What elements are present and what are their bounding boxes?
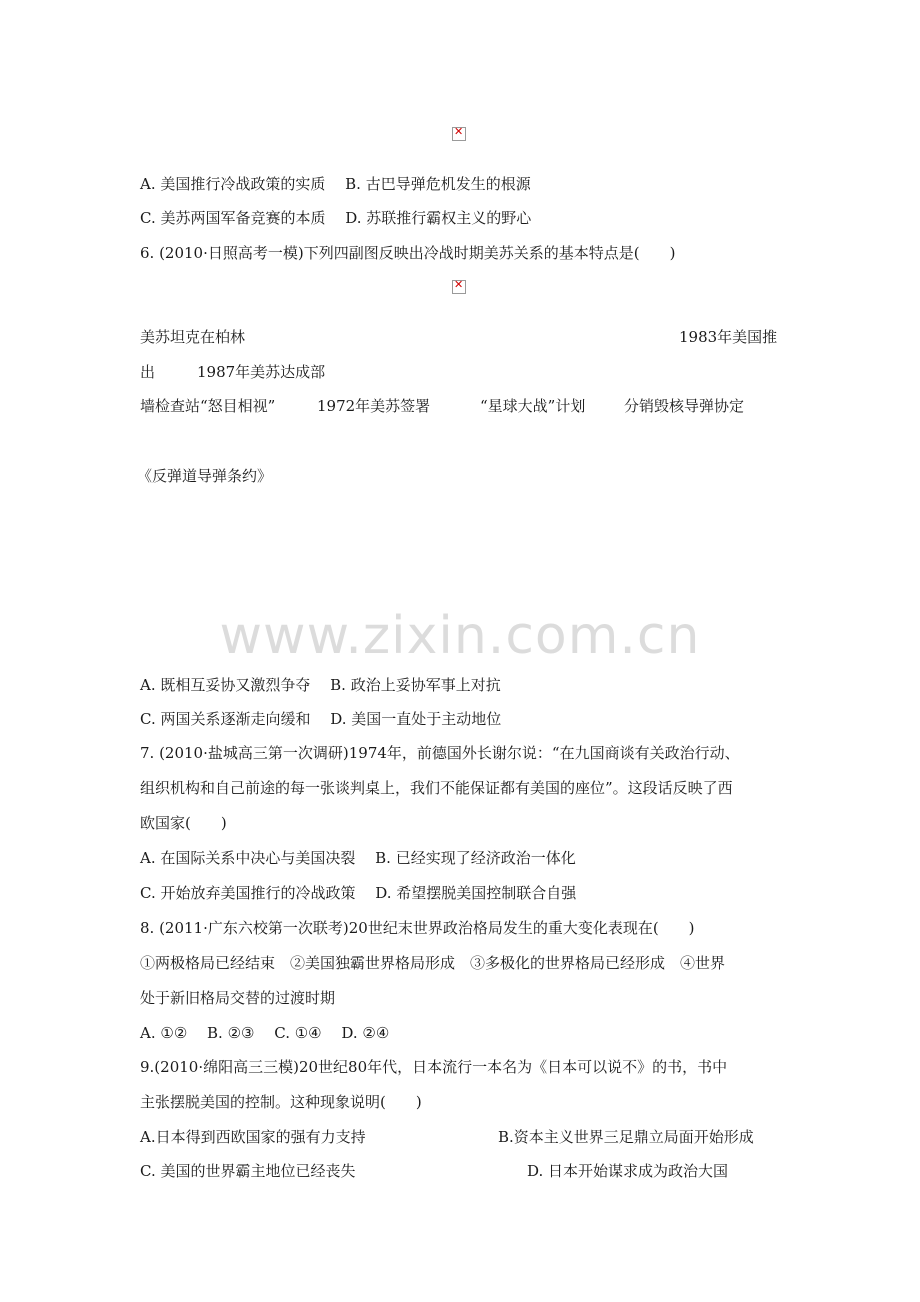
q7-stem-line1: 7. (2010·盐城高三第一次调研)1974年，前德国外长谢尔说：“在九国商谈有关政治行动、 bbox=[140, 744, 740, 762]
q9-stem-line2: 主张摆脱美国的控制。这种现象说明( ) bbox=[140, 1093, 422, 1111]
q8-stem-line1: 8. (2011·广东六校第一次联考)20世纪末世界政治格局发生的重大变化表现在( ) bbox=[140, 919, 695, 937]
q9-stem-line1: 9.(2010·绵阳高三三模)20世纪80年代，日本流行一本名为《日本可以说不》的书，书中 bbox=[140, 1058, 728, 1076]
q7-stem-line2: 组织机构和自己前途的每一张谈判桌上，我们不能保证都有美国的座位”。这段话反映了西 bbox=[140, 779, 733, 797]
q6-caption-1a: 美苏坦克在柏林 bbox=[140, 328, 246, 346]
q8-stem-line2: ①两极格局已经结束 ②美国独霸世界格局形成 ③多极化的世界格局已经形成 ④世界 bbox=[140, 954, 726, 972]
q9-option-c: C. 美国的世界霸主地位已经丧失 bbox=[140, 1162, 356, 1180]
broken-image-icon bbox=[452, 280, 466, 294]
watermark: www.zixin.com.cn bbox=[219, 606, 701, 666]
q6-caption-3a: 1983年美国推 bbox=[679, 328, 778, 346]
q6-caption-2a: 1972年美苏签署 bbox=[317, 397, 431, 415]
q7-options-cd: C. 开始放弃美国推行的冷战政策 D. 希望摆脱美国控制联合自强 bbox=[140, 884, 577, 902]
q6-caption-4b: 分销毁核导弹协定 bbox=[624, 397, 745, 415]
q5-options-ab: A. 美国推行冷战政策的实质 B. 古巴导弹危机发生的根源 bbox=[140, 175, 531, 193]
q6-options-ab: A. 既相互妥协又激烈争夺 B. 政治上妥协军事上对抗 bbox=[140, 676, 501, 694]
q8-stem-line3: 处于新旧格局交替的过渡时期 bbox=[140, 989, 336, 1007]
q9-option-d: D. 日本开始谋求成为政治大国 bbox=[527, 1162, 729, 1180]
q6-caption-1b: 墙检查站“怒目相视” bbox=[140, 397, 276, 415]
broken-image-icon bbox=[452, 127, 466, 141]
q5-options-cd: C. 美苏两国军备竞赛的本质 D. 苏联推行霸权主义的野心 bbox=[140, 209, 532, 227]
q8-options: A. ①② B. ②③ C. ①④ D. ②④ bbox=[140, 1024, 390, 1042]
q9-option-a: A.日本得到西欧国家的强有力支持 bbox=[140, 1128, 366, 1146]
q6-caption-3b: 出 bbox=[140, 363, 156, 381]
q6-caption-4a: 1987年美苏达成部 bbox=[197, 363, 326, 381]
q6-stem: 6. (2010·日照高考一模)下列四副图反映出冷战时期美苏关系的基本特点是( ) bbox=[140, 244, 676, 262]
q7-stem-line3: 欧国家( ) bbox=[140, 814, 227, 832]
q6-caption-3c: “星球大战”计划 bbox=[480, 397, 586, 415]
q7-options-ab: A. 在国际关系中决心与美国决裂 B. 已经实现了经济政治一体化 bbox=[140, 849, 576, 867]
q6-caption-2b: 《反弹道导弹条约》 bbox=[137, 467, 273, 485]
q6-options-cd: C. 两国关系逐渐走向缓和 D. 美国一直处于主动地位 bbox=[140, 710, 502, 728]
q9-option-b: B.资本主义世界三足鼎立局面开始形成 bbox=[498, 1128, 754, 1146]
